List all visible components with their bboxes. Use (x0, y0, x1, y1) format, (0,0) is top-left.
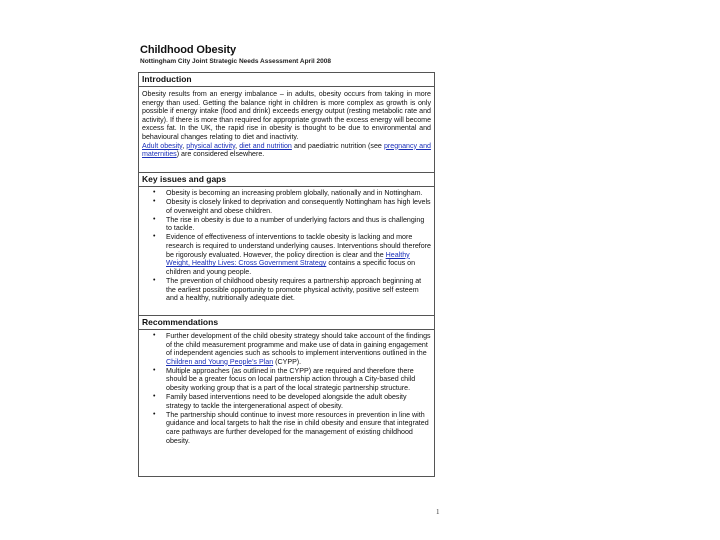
cypp-link[interactable]: Children and Young People’s Plan (166, 357, 274, 366)
list-item-tail: (CYPP). (273, 357, 302, 366)
link-separator: , (182, 141, 187, 150)
introduction-paragraph: Obesity results from an energy imbalance – in adults, obesity occurs from taking in more energy than used. Getting the balance right in children is more complex as growth is only possible if energy intake (food and drink) exceeds energy output (resting metabolic rate and activity). If there is more than required for appropriate growth the excess energy will become excess fat. In the UK, the rapid rise in obesity is thought to be due to environmental and behavioural changes relating to diet and inactivity. (142, 90, 432, 141)
list-item (142, 216, 431, 233)
recommendations-section (139, 330, 434, 476)
list-item-text: Obesity is becoming an increasing problem globally, nationally and in Nottingham. (166, 189, 423, 197)
bullet-icon: • (153, 215, 156, 223)
list-item-text: Further development of the child obesity strategy should take account of the findings of the child measurement programme and make use of data in gaining engagement of independent agencies such as schools to implement interventions outlined in the (166, 332, 431, 358)
list-item-text: Evidence of effectiveness of interventions to tackle obesity is lacking and more research is required to understand underlying causes. Interventions should therefore be rigorously evaluated. However, the policy direction is clear and the (166, 233, 431, 259)
list-item (142, 233, 431, 276)
recommendations-list (142, 332, 431, 445)
list-item-text: The rise in obesity is due to a number of underlying factors and thus is challenging to tackle. (166, 215, 425, 233)
list-item (142, 411, 431, 445)
list-item (142, 332, 431, 366)
list-item-text: Obesity is closely linked to deprivation and consequently Nottingham has high levels of overweight and obese children. (166, 198, 431, 215)
introduction-end-text: ) are considered elsewhere. (176, 150, 265, 159)
bullet-icon: • (153, 393, 156, 401)
assessment-table (138, 72, 435, 477)
list-item-text: The partnership should continue to invest more resources in prevention in line with guidance and local targets to halt the rise in child obesity and ensure that integrated care pathways are further developed for the management of existing childhood obesity. (166, 410, 429, 445)
bullet-icon: • (153, 198, 156, 206)
introduction-section (139, 87, 434, 173)
key-issues-list (142, 189, 431, 303)
list-item (142, 393, 431, 410)
link-separator: , (235, 141, 240, 150)
introduction-links-line (142, 142, 431, 159)
list-item-text: Multiple approaches (as outlined in the CYPP) are required and therefore there should be a greater focus on local partnership action through a City-based child obesity working group that is a part of the local strategic partnership structure. (166, 366, 416, 393)
list-item-text: The prevention of childhood obesity requires a partnership approach beginning at the earliest possible opportunity to promote physical activity, positive self esteem and a healthy, nutritionally adequate diet. (166, 276, 422, 303)
adult-obesity-link[interactable]: Adult obesity (142, 141, 183, 150)
bullet-icon: • (153, 366, 156, 374)
recommendations-heading: Recommendations (139, 316, 434, 330)
bullet-icon: • (153, 410, 156, 418)
page-number: 1 (436, 508, 440, 516)
bullet-icon: • (153, 332, 156, 339)
diet-nutrition-link[interactable]: diet and nutrition (239, 141, 292, 150)
introduction-heading: Introduction (139, 73, 434, 87)
list-item (142, 189, 431, 198)
list-item (142, 367, 431, 393)
list-item-text: Family based interventions need to be developed alongside the adult obesity strategy to tackle the intergenerational aspect of obesity. (166, 393, 407, 410)
physical-activity-link[interactable]: physical activity (186, 141, 236, 150)
list-item-tail: contains a specific focus on children and young people. (166, 259, 416, 276)
document-subtitle: Nottingham City Joint Strategic Needs Assessment April 2008 (140, 58, 331, 65)
key-issues-heading: Key issues and gaps (139, 173, 434, 187)
bullet-icon: • (153, 233, 156, 241)
bullet-icon: • (153, 189, 156, 196)
list-item (142, 198, 431, 215)
bullet-icon: • (153, 276, 156, 284)
healthy-weight-strategy-link[interactable]: Healthy Weight, Healthy Lives: Cross Government Strategy (166, 250, 410, 268)
introduction-tail-text: and paediatric nutrition (see (291, 141, 384, 150)
document-title: Childhood Obesity (140, 44, 237, 56)
key-issues-section (139, 187, 434, 316)
list-item (142, 277, 431, 303)
pregnancy-link[interactable]: pregnancy and maternities (142, 141, 431, 159)
